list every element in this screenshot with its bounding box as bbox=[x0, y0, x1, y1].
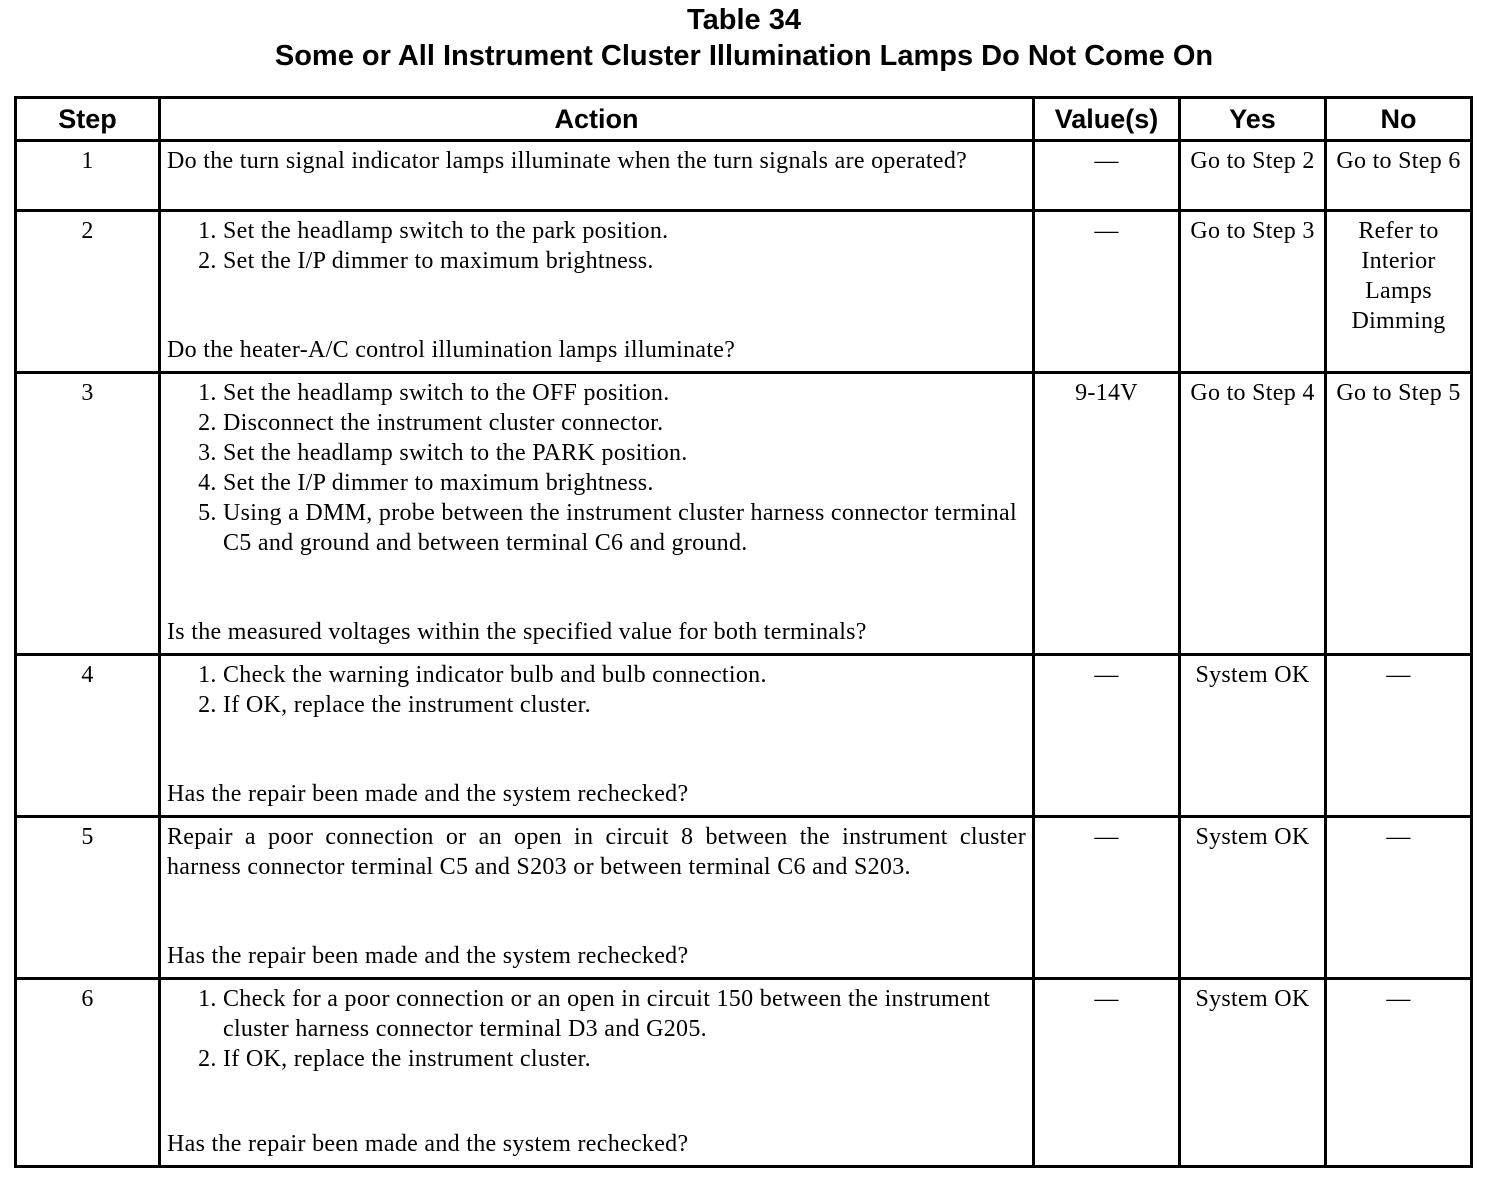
table-row bbox=[16, 655, 1472, 817]
diagnostic-table bbox=[14, 96, 1473, 1168]
action-step-item: 1. Set the headlamp switch to the park position. bbox=[223, 216, 1026, 246]
no-cell: Go to Step 6 bbox=[1326, 141, 1472, 211]
value-cell: — bbox=[1034, 211, 1180, 373]
action-step-item: 1. Check for a poor connection or an open in circuit 150 between the instrument cluster harness connector terminal D3 and G205. bbox=[223, 984, 1026, 1044]
action-question: Do the heater-A/C control illumination lamps illuminate? bbox=[167, 337, 736, 363]
table-subtitle: Some or All Instrument Cluster Illumination Lamps Do Not Come On bbox=[274, 40, 1214, 72]
table-row bbox=[16, 141, 1472, 211]
action-cell bbox=[160, 655, 1034, 817]
table-title: Table 34 bbox=[687, 4, 801, 36]
action-cell bbox=[160, 141, 1034, 211]
action-step-list bbox=[167, 660, 1026, 720]
action-cell bbox=[160, 373, 1034, 655]
action-text: Repair a poor connection or an open in circuit 8 between the instrument cluster harness connector terminal C5 and S203 or between terminal C6 and S203. bbox=[167, 824, 1026, 880]
action-content bbox=[167, 822, 1026, 971]
action-cell bbox=[160, 817, 1034, 979]
step-number: 6 bbox=[16, 979, 160, 1167]
action-step-item: 2. If OK, replace the instrument cluster. bbox=[223, 690, 1026, 720]
table-row bbox=[16, 373, 1472, 655]
action-step-item: 4. Set the I/P dimmer to maximum brightness. bbox=[223, 468, 1026, 498]
action-step-list bbox=[167, 216, 1026, 276]
action-cell bbox=[160, 211, 1034, 373]
no-cell: — bbox=[1326, 817, 1472, 979]
table-title-block bbox=[0, 2, 1488, 74]
value-cell: 9-14V bbox=[1034, 373, 1180, 655]
action-content bbox=[167, 146, 1026, 203]
action-question: Has the repair been made and the system rechecked? bbox=[167, 781, 689, 807]
header-yes: Yes bbox=[1180, 98, 1326, 141]
step-number: 3 bbox=[16, 373, 160, 655]
step-number: 1 bbox=[16, 141, 160, 211]
action-step-item: 2. If OK, replace the instrument cluster. bbox=[223, 1044, 1026, 1074]
no-cell: — bbox=[1326, 979, 1472, 1167]
action-content bbox=[167, 984, 1026, 1159]
action-cell bbox=[160, 979, 1034, 1167]
yes-cell: Go to Step 3 bbox=[1180, 211, 1326, 373]
action-question: Has the repair been made and the system rechecked? bbox=[167, 1131, 689, 1157]
table-body bbox=[16, 141, 1472, 1167]
header-no: No bbox=[1326, 98, 1472, 141]
action-step-item: 1. Set the headlamp switch to the OFF position. bbox=[223, 378, 1026, 408]
header-row bbox=[16, 98, 1472, 141]
action-text: Do the turn signal indicator lamps illuminate when the turn signals are operated? bbox=[167, 148, 968, 174]
no-cell: Refer to Interior Lamps Dimming bbox=[1326, 211, 1472, 373]
yes-cell: System OK bbox=[1180, 979, 1326, 1167]
value-cell: — bbox=[1034, 655, 1180, 817]
header-step: Step bbox=[16, 98, 160, 141]
table-row bbox=[16, 979, 1472, 1167]
yes-cell: System OK bbox=[1180, 817, 1326, 979]
header-action: Action bbox=[160, 98, 1034, 141]
table-row bbox=[16, 817, 1472, 979]
action-step-item: 5. Using a DMM, probe between the instrument cluster harness connector terminal C5 and ground and between terminal C6 and ground. bbox=[223, 498, 1026, 558]
value-cell: — bbox=[1034, 141, 1180, 211]
action-content bbox=[167, 660, 1026, 809]
action-step-item: 3. Set the headlamp switch to the PARK position. bbox=[223, 438, 1026, 468]
action-question: Is the measured voltages within the specified value for both terminals? bbox=[167, 619, 867, 645]
table-row bbox=[16, 211, 1472, 373]
action-step-item: 2. Disconnect the instrument cluster connector. bbox=[223, 408, 1026, 438]
value-cell: — bbox=[1034, 817, 1180, 979]
action-content bbox=[167, 378, 1026, 647]
value-cell: — bbox=[1034, 979, 1180, 1167]
step-number: 2 bbox=[16, 211, 160, 373]
action-step-list bbox=[167, 378, 1026, 558]
no-cell: — bbox=[1326, 655, 1472, 817]
yes-cell: Go to Step 2 bbox=[1180, 141, 1326, 211]
no-cell: Go to Step 5 bbox=[1326, 373, 1472, 655]
yes-cell: Go to Step 4 bbox=[1180, 373, 1326, 655]
action-content bbox=[167, 216, 1026, 365]
step-number: 5 bbox=[16, 817, 160, 979]
action-step-list bbox=[167, 984, 1026, 1074]
step-number: 4 bbox=[16, 655, 160, 817]
action-question: Has the repair been made and the system rechecked? bbox=[167, 943, 689, 969]
header-values: Value(s) bbox=[1034, 98, 1180, 141]
action-step-item: 2. Set the I/P dimmer to maximum brightness. bbox=[223, 246, 1026, 276]
action-step-item: 1. Check the warning indicator bulb and bulb connection. bbox=[223, 660, 1026, 690]
yes-cell: System OK bbox=[1180, 655, 1326, 817]
